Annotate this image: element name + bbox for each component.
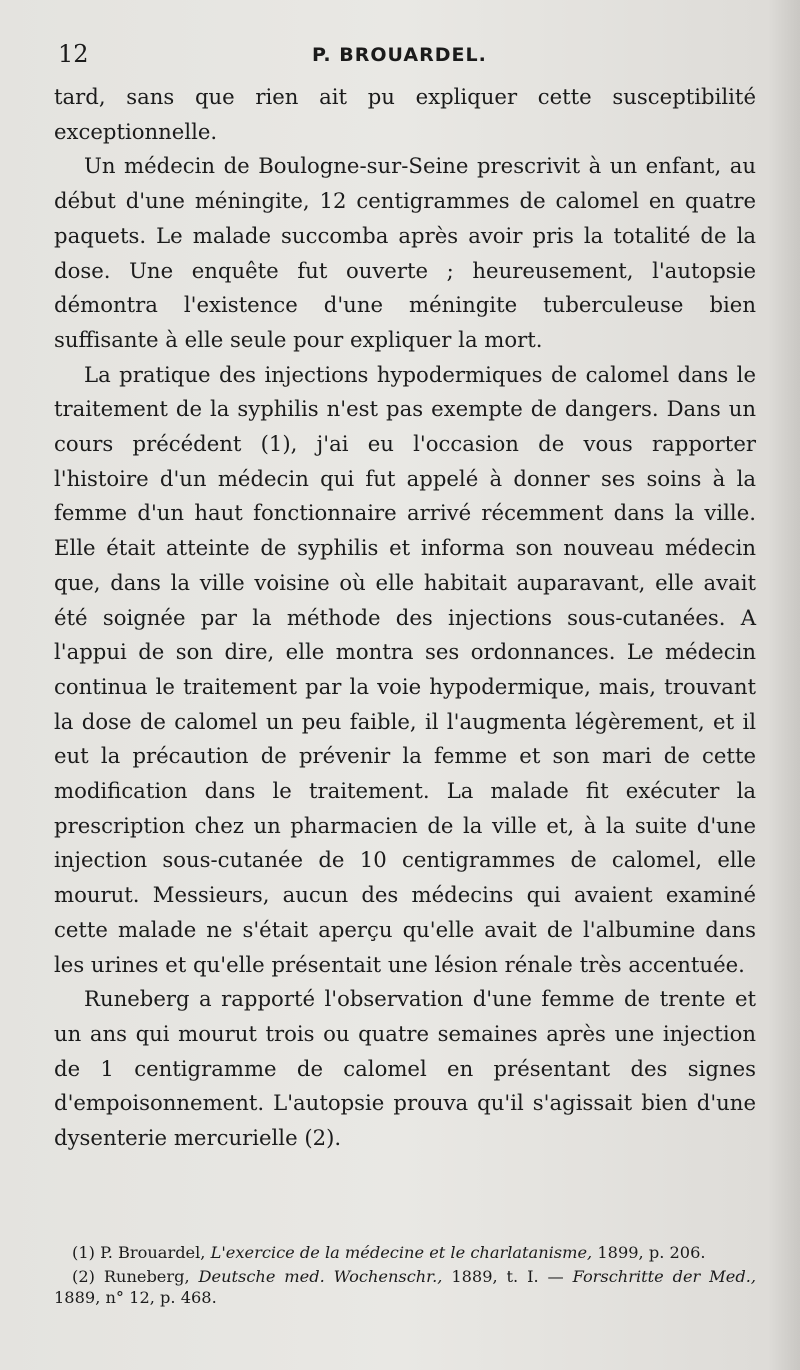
running-head: P. BROUARDEL. xyxy=(312,44,487,66)
footnotes xyxy=(54,1242,756,1311)
paragraph: Runeberg a rapporté l'observation d'une femme de trente et un ans qui mourut trois ou quatre semaines après une injection de 1 centigramme de calomel en présentant des signes d'empoisonnement. L'autopsie prouva qu'il s'agissait bien d'une dysenterie mercurielle (2). xyxy=(54,986,756,1151)
paragraph: La pratique des injections hypodermiques de calomel dans le traitement de la syphilis n'est pas exempte de dangers. Dans un cours précédent (1), j'ai eu l'occasion de vous rapporter l'histoire d'un médecin qui fut appelé à donner ses soins à la femme d'un haut fonctionnaire arrivé récemment dans la ville. Elle était atteinte de syphilis et informa son nouveau médecin que, dans la ville voisine où elle habitait auparavant, elle avait été soignée par la méthode des injections sous-cutanées. A l'appui de son dire, elle montra ses ordonnances. Le médecin continua le traitement par la voie hypodermique, mais, trouvant la dose de calomel un peu faible, il l'augmenta légèrement, et il eut la précaution de prévenir la femme et son mari de cette modification dans le traitement. La malade fit exécuter la prescription chez un pharmacien de la ville et, à la suite d'une injection sous-cutanée de 10 centigrammes de calomel, elle mourut. Messieurs, aucun des médecins qui avaient examiné cette malade ne s'était aperçu qu'elle avait de l'albumine dans les urines et qu'elle présentait une lésion rénale très accentuée. xyxy=(54,361,756,977)
footnote-details: 1889, t. I. — xyxy=(451,1266,564,1286)
page-number: 12 xyxy=(58,40,89,68)
footnote-author: P. Brouardel, xyxy=(100,1243,206,1262)
footnote-title: L'exercice de la médecine et le charlatanisme, xyxy=(210,1243,593,1262)
page-header xyxy=(54,40,754,74)
footnote-author: Runeberg, xyxy=(103,1266,190,1286)
footnote-2 xyxy=(54,1266,756,1309)
footnote-title: Deutsche med. Wochenschr., xyxy=(198,1266,443,1286)
footnote-marker: (1) xyxy=(72,1243,95,1262)
footnote-1 xyxy=(54,1242,756,1264)
paragraph: Un médecin de Boulogne-sur-Seine prescrivit à un enfant, au début d'une méningite, 12 centigrammes de calomel en quatre paquets. Le malade succomba après avoir pris la totalité de la dose. Une enquête fut ouverte ; heureusement, l'autopsie démontra l'existence d'une méningite tuberculeuse bien suffisante à elle seule pour expliquer la mort. xyxy=(54,153,756,352)
footnote-title-2: Forschritte der Med., xyxy=(572,1266,756,1286)
footnote-details: 1899, p. 206. xyxy=(597,1243,706,1262)
footnote-details-2: 1889, n° 12, p. 468. xyxy=(54,1288,217,1307)
body-text xyxy=(54,80,756,1156)
footnote-marker: (2) xyxy=(72,1266,95,1286)
paragraph: tard, sans que rien ait pu expliquer cette susceptibilité exceptionnelle. xyxy=(54,84,756,144)
